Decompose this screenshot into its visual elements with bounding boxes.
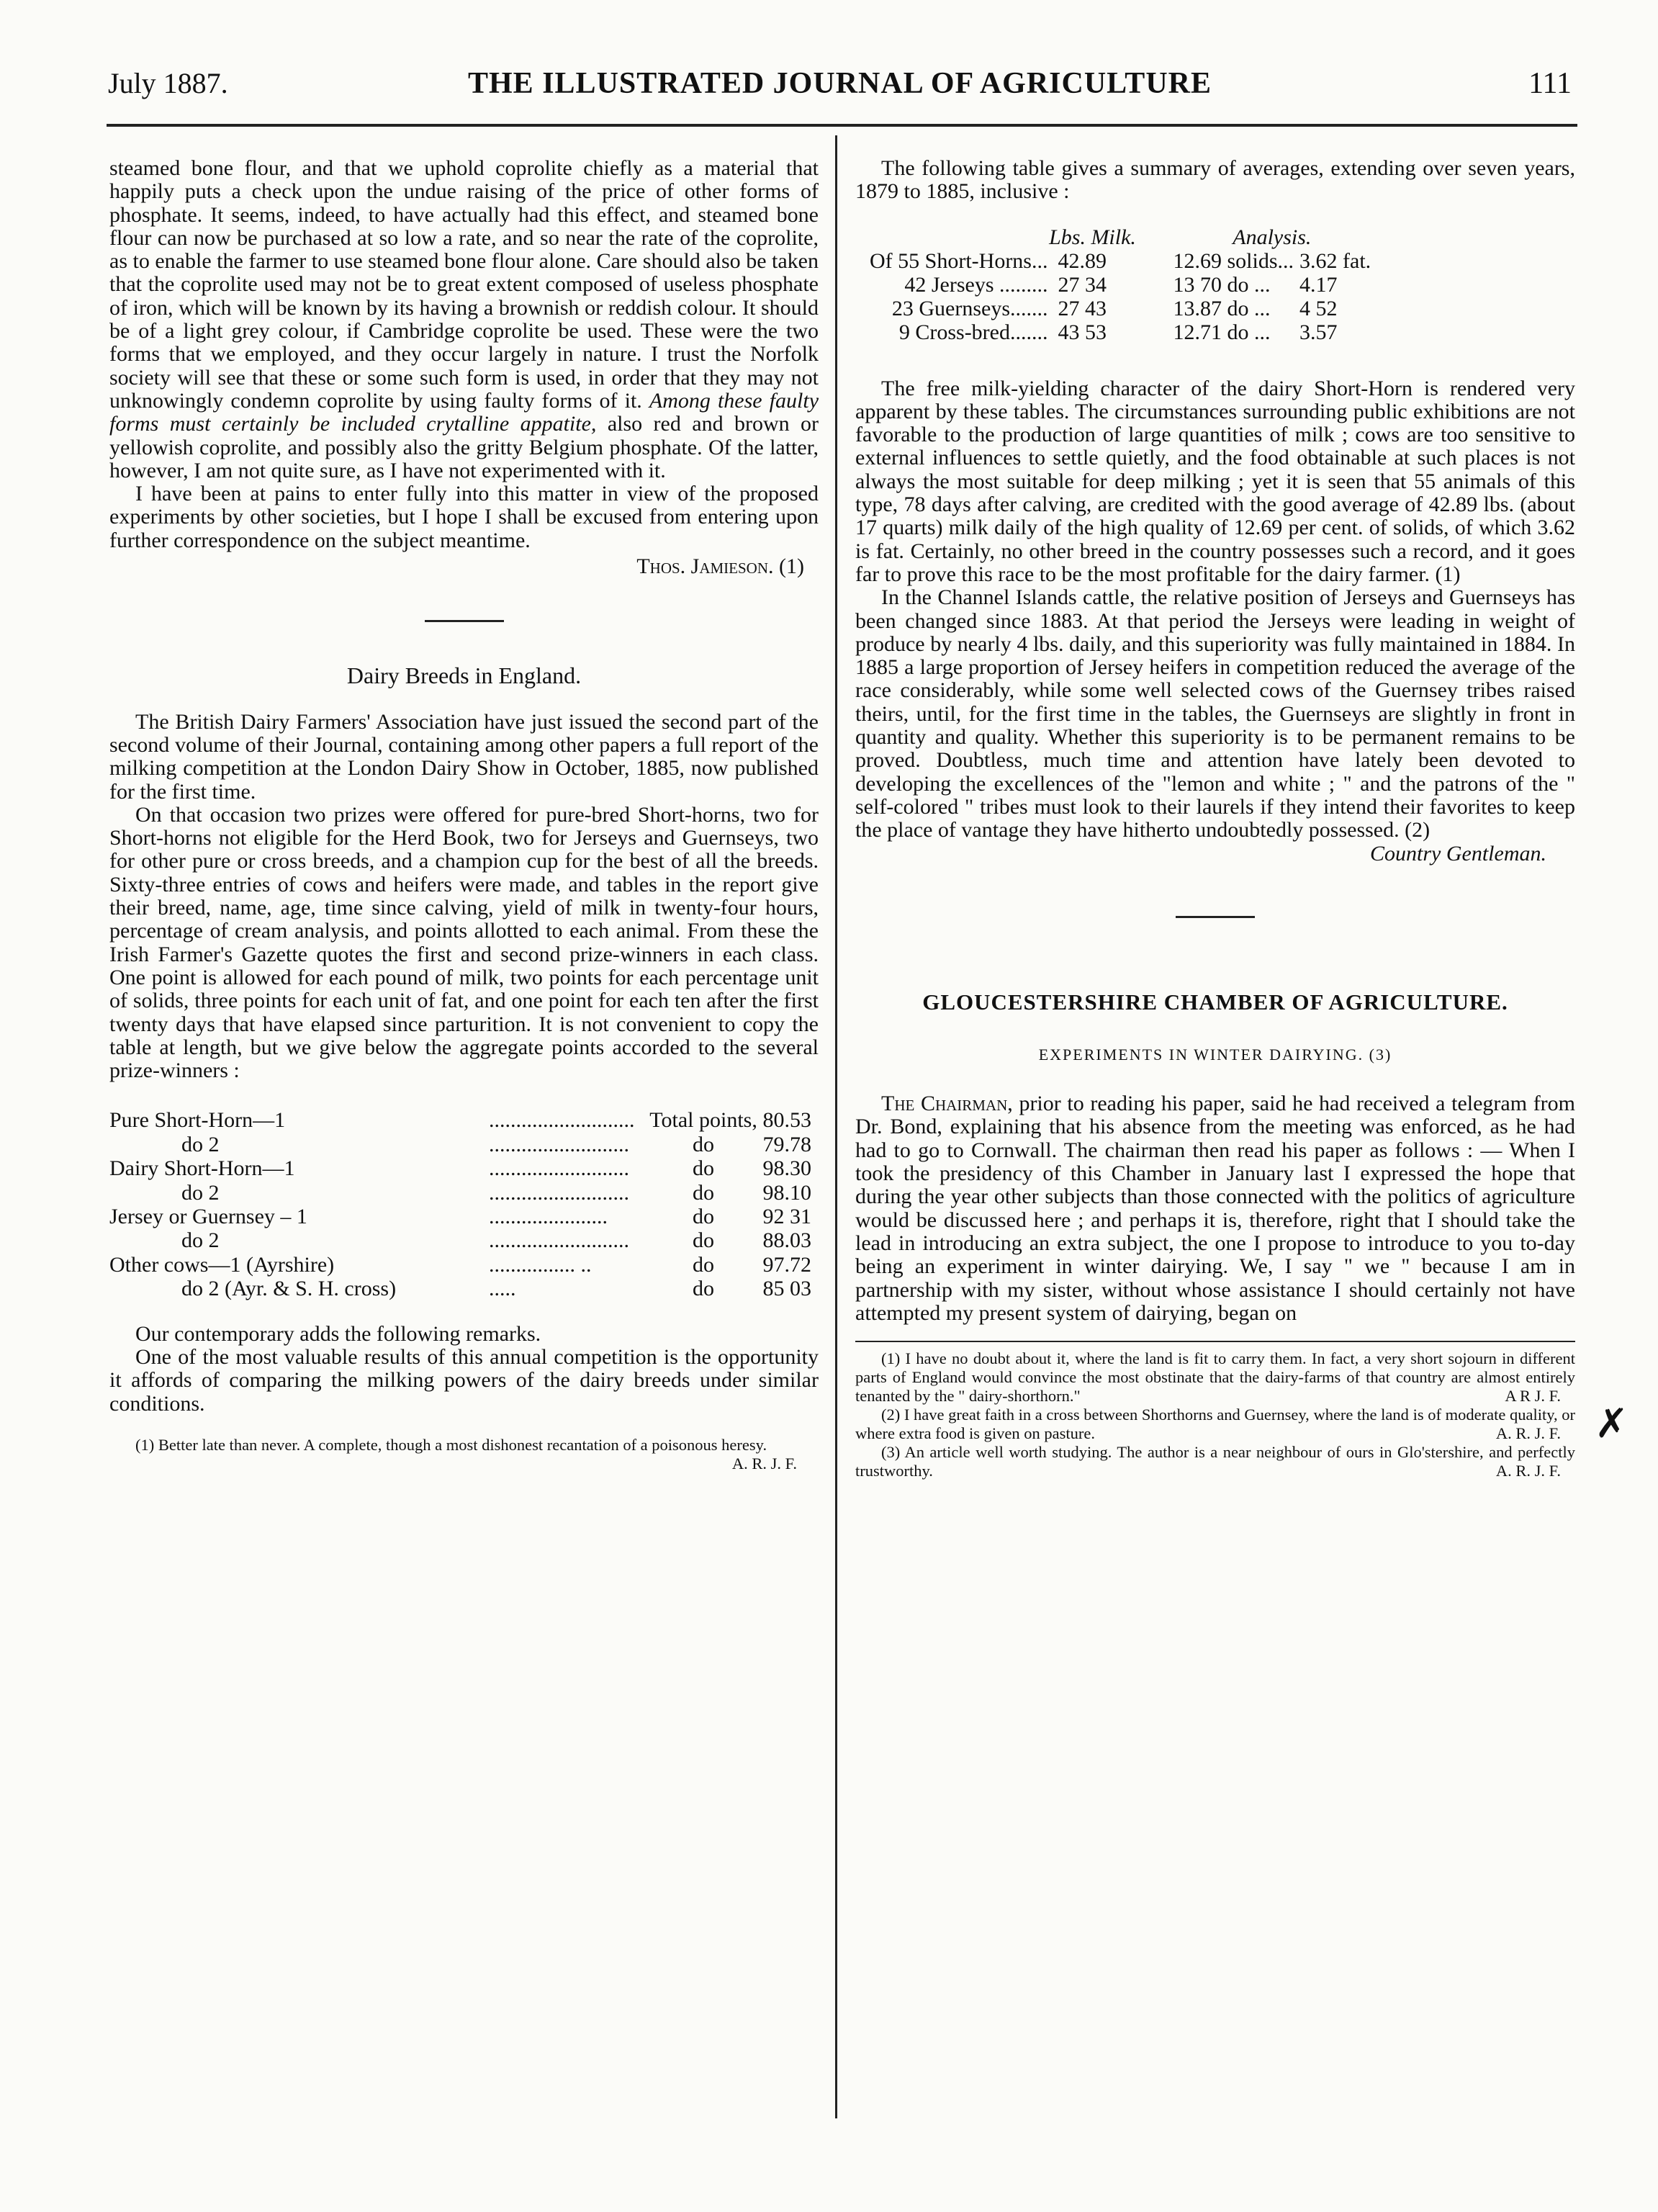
footnote-text: (1) I have no doubt about it, where the land is fit to carry them. In fact, a very short sojourn in different parts of England would convince the most obstinate that the dairy-farms of that country are almost entirely tenanted by the " dairy-shorthorn." xyxy=(855,1349,1575,1406)
summary-paragraph: The following table gives a summary of averages, extending over seven years, 1879 to 1885, inclusive : xyxy=(855,156,1575,204)
footnote-signature: A. R. J. F. xyxy=(1495,1462,1561,1480)
gloucestershire-heading: GLOUCESTERSHIRE CHAMBER OF AGRICULTURE. xyxy=(922,989,1508,1015)
points-row-leader: ................ .. xyxy=(488,1252,592,1277)
points-row-label: do 2 (Ayr. & S. H. cross) xyxy=(181,1277,397,1301)
column-divider xyxy=(835,135,837,2118)
averages-row-solids: 13.87 do ... xyxy=(1173,296,1271,320)
points-row xyxy=(109,1205,811,1228)
points-row xyxy=(109,1277,811,1300)
averages-row xyxy=(870,249,1371,273)
right-column xyxy=(855,157,1575,1480)
points-row-column: do xyxy=(693,1180,715,1205)
association-paragraph: The British Dairy Farmers' Association have just issued the second part of the second volume of their Journal, containing among other papers a full report of the milking competition at the London Dairy Show in October, 1885, now published for the first time. xyxy=(109,709,819,804)
averages-row-breed: 23 Guernseys....... xyxy=(891,296,1048,320)
points-row-column: do xyxy=(693,1205,715,1229)
points-row-column: Total points, xyxy=(649,1108,757,1133)
points-row xyxy=(109,1108,811,1132)
points-row xyxy=(109,1156,811,1180)
footnote-2-right xyxy=(855,1406,1575,1443)
remarks-paragraph: Our contemporary adds the following remarks. xyxy=(135,1321,541,1346)
averages-row xyxy=(870,320,1371,344)
chairman-label: The Chairman, xyxy=(881,1092,1013,1116)
averages-row-fat: 4 52 xyxy=(1299,296,1338,320)
dairy-breeds-heading: Dairy Breeds in England. xyxy=(346,662,582,689)
averages-row-fat: 3.57 xyxy=(1299,320,1338,344)
averages-row xyxy=(870,297,1371,320)
points-row-value: 92 31 xyxy=(762,1205,811,1229)
points-row xyxy=(109,1253,811,1277)
coprolite-paragraph xyxy=(109,157,819,482)
points-row-leader: ........................... xyxy=(488,1108,635,1133)
points-row xyxy=(109,1133,811,1156)
header-date: July 1887. xyxy=(108,67,228,99)
averages-row-solids: 13 70 do ... xyxy=(1173,272,1271,297)
winter-dairying-subheading: EXPERIMENTS IN WINTER DAIRYING. (3) xyxy=(1038,1045,1392,1064)
coprolite-text: steamed bone flour, and that we uphold coprolite chiefly as a material that happily puts a check upon the undue raising of the price of other forms of phosphate. It seems, indeed, to have actually had this effect, and steamed bone flour can now be purchased at so low a rate, and so near the rate of the coprolite, as to enable the farmer to use steamed bone flour alone. Care should also be taken that the coprolite used may not be to great extent composed of useless phosphate of iron, which will be known by its having a brownish or reddish colour. It should be of a light grey colour, if Cambridge coprolite be used. These were the two forms that we employed, and they occur largely in nature. I trust the Norfolk society will see that these or some such form is used, in order that they may not unknowingly condemn coprolite by using faulty forms of it. xyxy=(109,156,819,413)
points-row-value: 97.72 xyxy=(762,1252,811,1277)
points-row xyxy=(109,1228,811,1252)
footnote-1-right xyxy=(855,1349,1575,1406)
right-footnotes xyxy=(855,1349,1575,1480)
points-row-leader: ...................... xyxy=(488,1205,608,1229)
footnote-text: (2) I have great faith in a cross between Shorthorns and Guernsey, where the land is of moderate quality, or where extra food is given on pasture. xyxy=(855,1406,1575,1443)
averages-table-header xyxy=(870,225,1371,249)
coprolite-text-end: also red and brown or yellowish coprolite, and possibly also the gritty Belgium phosphate. Of the latter, however, I am not quite sure, as I have not experimented with it. xyxy=(109,412,819,482)
points-row-column: do xyxy=(693,1228,715,1253)
points-row-leader: .......................... xyxy=(488,1156,629,1181)
averages-row-fat: 3.62 fat. xyxy=(1299,248,1371,273)
points-row xyxy=(109,1181,811,1205)
jamieson-signature: Thos. Jamieson. (1) xyxy=(636,554,804,579)
analysis-column-header: Analysis. xyxy=(1233,225,1312,249)
averages-row-solids: 12.71 do ... xyxy=(1173,320,1271,344)
milk-column-header: Lbs. Milk. xyxy=(1049,225,1136,249)
left-footnotes xyxy=(109,1436,819,1473)
averages-row-solids: 12.69 solids... xyxy=(1173,248,1294,273)
averages-row-breed: 9 Cross-bred....... xyxy=(898,320,1048,344)
averages-row-milk: 42.89 xyxy=(1058,248,1107,273)
page-number: 111 xyxy=(1528,67,1572,100)
source-attribution: Country Gentleman. xyxy=(1370,841,1546,866)
averages-row-milk: 27 34 xyxy=(1058,272,1107,297)
averages-row-fat: 4.17 xyxy=(1299,272,1338,297)
points-row-label: Pure Short-Horn—1 xyxy=(109,1108,286,1133)
footnote-text: (3) An article well worth studying. The author is a near neighbour of ours in Glo'stershire, and perfectly trustworthy. xyxy=(855,1443,1575,1480)
header-rule xyxy=(107,124,1577,127)
valuable-results-paragraph: One of the most valuable results of this annual competition is the opportunity it affords of comparing the milking powers of the dairy breeds under similar conditions. xyxy=(109,1344,819,1416)
chairman-paragraph xyxy=(855,1092,1575,1325)
points-row-value: 98.10 xyxy=(762,1180,811,1205)
points-row-value: 79.78 xyxy=(762,1132,811,1156)
footnote-1-left-signature: A. R. J. F. xyxy=(731,1454,797,1473)
averages-table xyxy=(870,225,1371,344)
averages-row-breed: Of 55 Short-Horns... xyxy=(870,248,1048,273)
footnote-signature: A. R. J. F. xyxy=(1495,1424,1561,1443)
points-row-leader: .......................... xyxy=(488,1228,629,1253)
points-row-value: 98.30 xyxy=(762,1156,811,1181)
points-row-label: do 2 xyxy=(181,1132,220,1156)
points-row-value: 85 03 xyxy=(762,1277,811,1301)
points-row-label: do 2 xyxy=(181,1180,220,1205)
left-column xyxy=(109,157,819,1473)
points-row-label: Dairy Short-Horn—1 xyxy=(109,1156,295,1181)
footnote-signature: A R J. F. xyxy=(1505,1387,1561,1406)
points-row-leader: ..... xyxy=(488,1277,516,1301)
pains-paragraph: I have been at pains to enter fully into this matter in view of the proposed experiments by other societies, but I hope I shall be excused from entering upon further correspondence on the subject meantime. xyxy=(109,482,819,552)
points-row-label: Other cows—1 (Ayrshire) xyxy=(109,1252,335,1277)
pencil-x-mark: ✗ xyxy=(1595,1402,1628,1447)
averages-row-breed: 42 Jerseys ......... xyxy=(904,272,1048,297)
footnote-1-left: (1) Better late than never. A complete, though a most dishonest recantation of a poisonous heresy. xyxy=(135,1435,767,1454)
points-row-leader: .......................... xyxy=(488,1132,629,1156)
journal-title: THE ILLUSTRATED JOURNAL OF AGRICULTURE xyxy=(468,67,1212,100)
points-row-column: do xyxy=(693,1252,715,1277)
points-table xyxy=(109,1108,811,1300)
running-header xyxy=(108,66,1572,109)
points-row-label: Jersey or Guernsey – 1 xyxy=(109,1205,307,1229)
averages-row-milk: 43 53 xyxy=(1058,320,1107,344)
points-row-column: do xyxy=(693,1132,715,1156)
chairman-text: prior to reading his paper, said he had received a telegram from Dr. Bond, explaining that his absence from the meeting was enforced, as he had had to go to Cornwall. The chairman then read his paper as follows : — When I took the presidency of this Chamber in January last I expressed the hope that during the year other subjects than those connected with the politics of agriculture would be discussed here ; and perhaps it is, therefore, right that I should take the lead in introducing an extra subject, the one I propose to introduce to you to-day being an experiment in winter dairying. We, I say " we " because I am in partnership with my sister, without whose assistance I should certainly not have attempted my present system of dairying, began on xyxy=(855,1092,1576,1325)
averages-row-milk: 27 43 xyxy=(1058,296,1107,320)
points-row-column: do xyxy=(693,1156,715,1181)
points-row-leader: .......................... xyxy=(488,1180,629,1205)
points-row-value: 80.53 xyxy=(762,1108,811,1133)
footnote-3-right xyxy=(855,1443,1575,1480)
averages-row xyxy=(870,273,1371,297)
points-row-column: do xyxy=(693,1277,715,1301)
short-horn-paragraph: The free milk-yielding character of the dairy Short-Horn is rendered very apparent by these tables. The circumstances surrounding public exhibitions are not favorable to the production of large quantities of milk ; cows are too sensitive to external influences to settle quietly, and the food obtainable at such places is not always the most suitable for deep milking ; yet it is seen that 55 animals of this type, 78 days after calving, are credited with the good average of 42.89 lbs. (about 17 quarts) milk daily of the high quality of 12.69 per cent. of solids, of which 3.62 is fat. Certainly, no other breed in the country possesses such a record, and it goes far to prove this race to be the most profitable for the dairy farmer. (1) xyxy=(855,376,1575,586)
channel-islands-paragraph: In the Channel Islands cattle, the relative position of Jerseys and Guernseys has been changed since 1883. At that period the Jerseys were leading in weight of produce by nearly 4 lbs. daily, and this superiority was fully maintained in 1884. In 1885 a large proportion of Jersey heifers in competition reduced the average of the race considerably, while some well selected cows of the Guernsey tribes raised theirs, until, for the first time in the tables, the Guernseys are slightly in front in quantity and quality. Whether this superiority is to be permanent remains to be proved. Doubtless, much time and attention have lately been devoted to developing the excellences of the "lemon and white ; " and the patrons of the " self-colored " tribes must look to their laurels if they intend their favorites to keep the place of vantage they have hitherto undoubtedly possessed. (2) xyxy=(855,585,1575,842)
points-row-label: do 2 xyxy=(181,1228,220,1253)
points-row-value: 88.03 xyxy=(762,1228,811,1253)
prizes-paragraph: On that occasion two prizes were offered for pure-bred Short-horns, two for Short-horns not eligible for the Herd Book, two for Jerseys and Guernseys, two for other pure or cross breeds, and a champion cup for the best of all the breeds. Sixty-three entries of cows and heifers were made, and tables in the report give their breed, name, age, time since calving, yield of milk in twenty-four hours, percentage of cream analysis, and points allotted to each animal. From these the Irish Farmer's Gazette quotes the first and second prize-winners in each class. One point is allowed for each pound of milk, two points for each percentage unit of solids, three points for each unit of fat, and one point for each ten after the first twenty days that have elapsed since parturition. It is not convenient to copy the table at length, but we give below the aggregate points accorded to the several prize-winners : xyxy=(109,802,819,1083)
coprolite-italic-text: Among these faulty forms must certainly be included crytalline appatite, xyxy=(109,388,819,436)
